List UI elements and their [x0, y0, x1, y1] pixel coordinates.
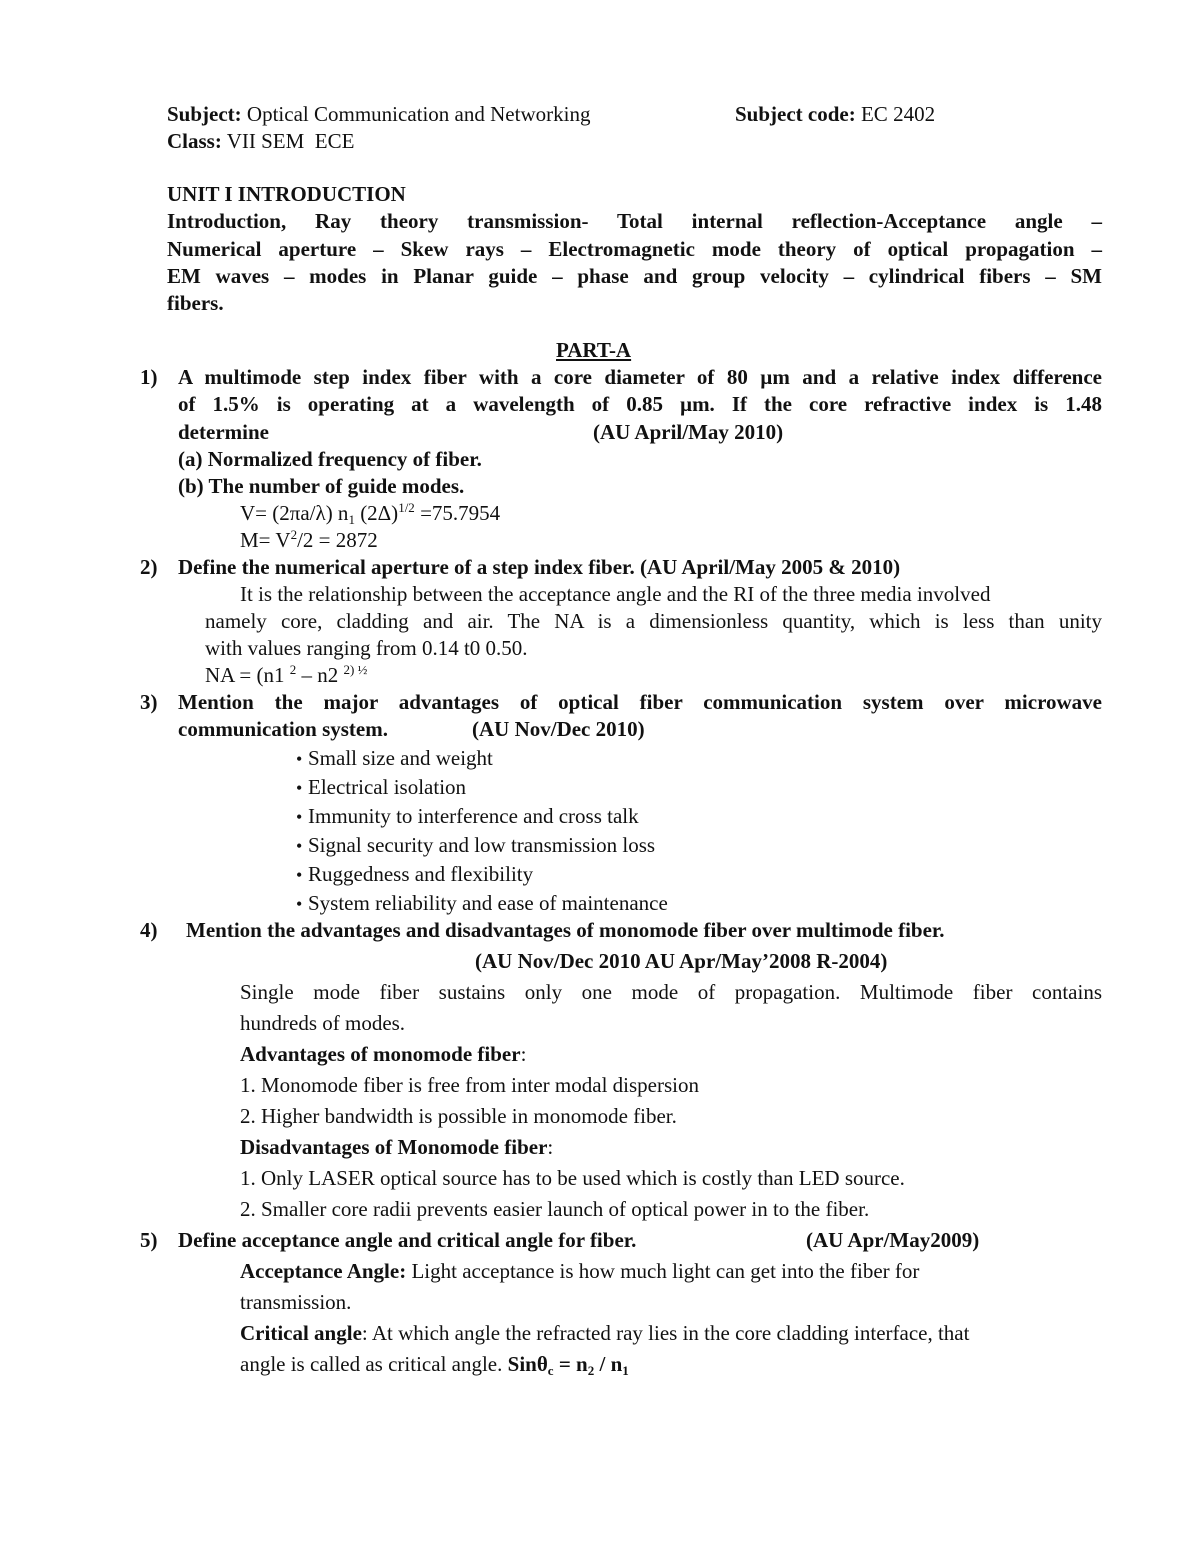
- formula-part: / n: [594, 1352, 623, 1376]
- formula-superscript: 2: [290, 527, 298, 542]
- question-text: determine: [178, 420, 269, 444]
- disadvantages-heading: [240, 1134, 553, 1160]
- heading-colon: :: [520, 1042, 527, 1066]
- critical-angle-formula-line: [240, 1351, 629, 1377]
- critical-angle-formula: [508, 1352, 629, 1376]
- formula-superscript: 1/2: [398, 500, 415, 515]
- subject-code-label: Subject code:: [735, 102, 856, 126]
- syllabus-line: Numerical aperture – Skew rays – Electromagnetic mode theory of optical propagation –: [167, 237, 1102, 261]
- formula-part: Sinθ: [507, 1352, 548, 1376]
- question-number: 2): [140, 555, 158, 579]
- formula-superscript: 2) ½: [343, 662, 368, 677]
- question-reference: (AU Nov/Dec 2010): [472, 717, 645, 741]
- formula-part: M= V: [240, 528, 291, 552]
- formula-na: [205, 662, 367, 688]
- formula-part: V= (2πa/λ) n: [240, 501, 349, 525]
- formula-part: =75.7954: [414, 501, 501, 525]
- bullet-item: • Small size and weight: [296, 745, 493, 772]
- critical-angle-definition: [240, 1320, 969, 1346]
- subject-code-line: [735, 101, 935, 127]
- class-label: Class:: [167, 129, 222, 153]
- sub-question: (b) The number of guide modes.: [178, 474, 465, 498]
- class-value: VII SEM ECE: [226, 129, 355, 153]
- syllabus-line: EM waves – modes in Planar guide – phase and group velocity – cylindrical fibers – SM: [167, 264, 1102, 288]
- definition-text: angle is called as critical angle.: [240, 1352, 508, 1376]
- question-text: Define acceptance angle and critical angle for fiber.: [178, 1228, 637, 1252]
- formula-subscript: c: [547, 1363, 554, 1378]
- formula-superscript: 2: [289, 662, 297, 677]
- formula-part: – n2: [296, 663, 344, 687]
- question-reference: (AU Apr/May2009): [806, 1228, 980, 1252]
- answer-text: namely core, cladding and air. The NA is a dimensionless quantity, which is less than unity: [205, 609, 1102, 633]
- subject-code-value: EC 2402: [860, 102, 936, 126]
- question-reference: (AU April/May 2010): [593, 420, 784, 444]
- formula-part: /2 = 2872: [297, 528, 378, 552]
- definition-text: transmission.: [240, 1290, 352, 1314]
- heading-colon: :: [547, 1135, 554, 1159]
- formula-part: NA = (n1: [205, 663, 290, 687]
- sub-question: (a) Normalized frequency of fiber.: [178, 447, 482, 471]
- formula-subscript: 1: [622, 1363, 629, 1378]
- disadvantage-item: 2. Smaller core radii prevents easier launch of optical power in to the fiber.: [240, 1197, 870, 1221]
- formula-subscript: 2: [587, 1363, 595, 1378]
- question-reference: (AU Nov/Dec 2010 AU Apr/May’2008 R-2004): [475, 949, 888, 973]
- class-line: [167, 128, 354, 154]
- bullet-item: • Signal security and low transmission loss: [296, 832, 655, 859]
- syllabus-line: Introduction, Ray theory transmission- Total internal reflection-Acceptance angle –: [167, 209, 1102, 233]
- acceptance-angle-definition: [240, 1258, 919, 1284]
- question-text: A multimode step index fiber with a core diameter of 80 µm and a relative index difference: [178, 365, 1102, 389]
- formula-part: = n: [553, 1352, 588, 1376]
- unit-title: UNIT I INTRODUCTION: [167, 182, 406, 206]
- term-label: Acceptance Angle:: [240, 1259, 407, 1283]
- bullet-item: • Immunity to interference and cross talk: [296, 803, 639, 830]
- formula-m: [240, 527, 378, 553]
- answer-text: with values ranging from 0.14 t0 0.50.: [205, 636, 528, 660]
- definition-text: Light acceptance is how much light can get into the fiber for: [406, 1259, 920, 1283]
- question-text: Define the numerical aperture of a step index fiber. (AU April/May 2005 & 2010): [178, 555, 901, 579]
- question-text: of 1.5% is operating at a wavelength of 0.85 µm. If the core refractive index is 1.48: [178, 392, 1102, 416]
- answer-text: It is the relationship between the acceptance angle and the RI of the three media involved: [240, 582, 991, 606]
- question-text: communication system.: [178, 717, 388, 741]
- answer-text: Single mode fiber sustains only one mode of propagation. Multimode fiber contains: [240, 980, 1102, 1004]
- question-text: Mention the advantages and disadvantages of monomode fiber over multimode fiber.: [186, 918, 945, 942]
- advantage-item: 2. Higher bandwidth is possible in monomode fiber.: [240, 1104, 677, 1128]
- question-number: 5): [140, 1228, 158, 1252]
- advantages-heading: [240, 1041, 526, 1067]
- formula-v: [240, 500, 500, 526]
- subject-label: Subject:: [167, 102, 242, 126]
- subject-line: [167, 101, 590, 127]
- term-label: Critical angle: [240, 1321, 362, 1345]
- question-number: 1): [140, 365, 158, 389]
- question-number: 4): [140, 918, 158, 942]
- part-title: PART-A: [556, 338, 632, 362]
- bullet-item: • System reliability and ease of maintenance: [296, 890, 668, 917]
- disadvantage-item: 1. Only LASER optical source has to be used which is costly than LED source.: [240, 1166, 905, 1190]
- question-text: Mention the major advantages of optical fiber communication system over microwave: [178, 690, 1102, 714]
- question-number: 3): [140, 690, 158, 714]
- disadvantages-title: Disadvantages of Monomode fiber: [240, 1135, 548, 1159]
- bullet-item: • Electrical isolation: [296, 774, 466, 801]
- advantages-title: Advantages of monomode fiber: [240, 1042, 521, 1066]
- formula-part: (2Δ): [354, 501, 399, 525]
- formula-subscript: 1: [348, 512, 355, 527]
- syllabus-line: fibers.: [167, 291, 224, 315]
- bullet-item: • Ruggedness and flexibility: [296, 861, 533, 888]
- definition-text: : At which angle the refracted ray lies in the core cladding interface, that: [361, 1321, 970, 1345]
- subject-value: Optical Communication and Networking: [246, 102, 591, 126]
- answer-text: hundreds of modes.: [240, 1011, 406, 1035]
- advantage-item: 1. Monomode fiber is free from inter modal dispersion: [240, 1073, 699, 1097]
